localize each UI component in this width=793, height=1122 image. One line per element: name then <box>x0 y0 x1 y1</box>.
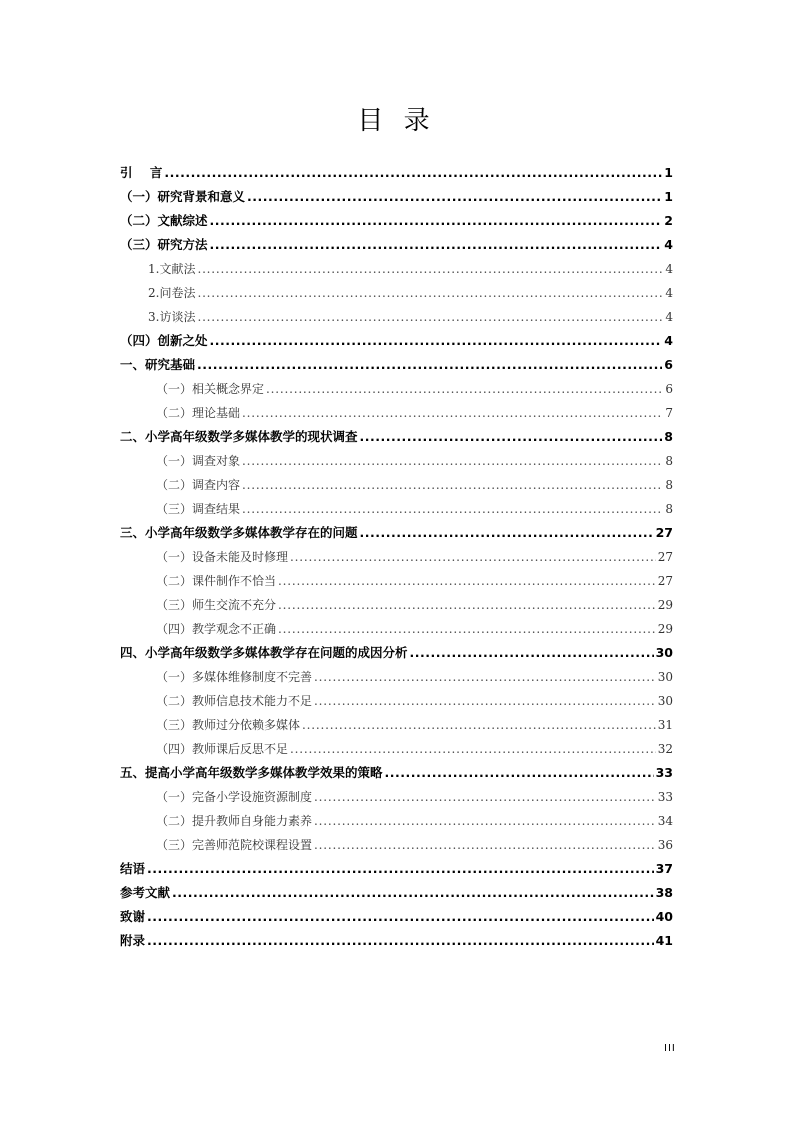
toc-leader <box>360 524 654 542</box>
page-number: III <box>664 1043 676 1054</box>
toc-entry-page: 1 <box>664 189 673 204</box>
toc-entry[interactable] <box>120 332 673 356</box>
toc-leader <box>314 692 656 710</box>
toc-entry-page: 27 <box>657 550 673 564</box>
toc-entry-page: 33 <box>657 790 673 804</box>
toc-leader <box>314 668 656 686</box>
toc-entry-page: 27 <box>655 525 673 540</box>
toc-entry[interactable] <box>120 692 673 716</box>
toc-entry[interactable] <box>120 548 673 572</box>
toc-entry[interactable] <box>120 260 673 284</box>
toc-entry[interactable] <box>120 908 673 932</box>
toc-entry[interactable] <box>120 404 673 428</box>
toc-entry-label: （二）理论基础 <box>156 406 241 420</box>
toc-leader <box>147 908 654 926</box>
toc-entry-label: （三）师生交流不充分 <box>156 598 277 612</box>
toc-leader <box>210 236 663 254</box>
toc-leader <box>278 596 656 614</box>
toc-leader <box>410 644 654 662</box>
toc-entry[interactable] <box>120 884 673 908</box>
toc-entry-label: 3.访谈法 <box>148 310 196 324</box>
toc-entry-page: 4 <box>665 286 673 300</box>
toc-entry-label: （一）研究背景和意义 <box>120 189 246 204</box>
toc-entry-label: （二）提升教师自身能力素养 <box>156 814 313 828</box>
toc-entry[interactable] <box>120 356 673 380</box>
toc-entry-page: 8 <box>665 478 673 492</box>
toc-entry-label: （二）调查内容 <box>156 478 241 492</box>
table-of-contents <box>120 164 673 956</box>
toc-entry-label: （四）教学观念不正确 <box>156 622 277 636</box>
toc-entry-label: （一）完备小学设施资源制度 <box>156 790 313 804</box>
toc-entry-label: 结语 <box>120 861 146 876</box>
toc-entry-page: 4 <box>665 262 673 276</box>
toc-leader <box>278 620 656 638</box>
toc-leader <box>147 860 654 878</box>
toc-leader <box>290 548 656 566</box>
toc-entry-page: 30 <box>655 645 673 660</box>
toc-entry-page: 29 <box>657 622 673 636</box>
toc-leader <box>242 452 663 470</box>
toc-entry-page: 37 <box>655 861 673 876</box>
toc-entry[interactable] <box>120 860 673 884</box>
toc-entry[interactable] <box>120 668 673 692</box>
toc-leader <box>197 260 663 278</box>
toc-entry[interactable] <box>120 500 673 524</box>
toc-entry-label: 二、小学高年级数学多媒体教学的现状调查 <box>120 429 358 444</box>
toc-entry[interactable] <box>120 716 673 740</box>
toc-entry[interactable] <box>120 452 673 476</box>
toc-entry[interactable] <box>120 284 673 308</box>
toc-leader <box>197 284 663 302</box>
toc-entry-page: 31 <box>657 718 673 732</box>
toc-entry[interactable] <box>120 236 673 260</box>
toc-entry[interactable] <box>120 164 673 188</box>
toc-leader <box>242 404 663 422</box>
toc-entry[interactable] <box>120 380 673 404</box>
toc-entry-page: 6 <box>665 382 673 396</box>
toc-entry[interactable] <box>120 788 673 812</box>
toc-leader <box>247 188 662 206</box>
toc-entry-label: （二）课件制作不恰当 <box>156 574 277 588</box>
toc-entry-page: 8 <box>665 502 673 516</box>
toc-leader <box>164 164 662 182</box>
toc-entry[interactable] <box>120 764 673 788</box>
toc-title: 目 录 <box>357 106 436 136</box>
toc-entry-page: 6 <box>664 357 673 372</box>
toc-entry-page: 4 <box>664 237 673 252</box>
toc-entry-label: 四、小学高年级数学多媒体教学存在问题的成因分析 <box>120 645 408 660</box>
toc-entry-page: 34 <box>657 814 673 828</box>
toc-entry-label: （三）教师过分依赖多媒体 <box>156 718 301 732</box>
toc-entry-label: （四）创新之处 <box>120 333 208 348</box>
toc-entry-page: 4 <box>664 333 673 348</box>
toc-entry[interactable] <box>120 836 673 860</box>
toc-entry-page: 4 <box>665 310 673 324</box>
toc-entry-label: 致谢 <box>120 909 146 924</box>
toc-leader <box>197 356 662 374</box>
toc-entry[interactable] <box>120 212 673 236</box>
toc-entry-label: （一）相关概念界定 <box>156 382 265 396</box>
toc-entry[interactable] <box>120 476 673 500</box>
toc-entry-label: 五、提高小学高年级数学多媒体教学效果的策略 <box>120 765 383 780</box>
toc-entry-page: 8 <box>665 454 673 468</box>
toc-entry[interactable] <box>120 932 673 956</box>
toc-entry-page: 2 <box>664 213 673 228</box>
toc-entry-page: 27 <box>657 574 673 588</box>
toc-entry[interactable] <box>120 308 673 332</box>
toc-entry[interactable] <box>120 572 673 596</box>
toc-entry[interactable] <box>120 188 673 212</box>
toc-entry-label: （二）文献综述 <box>120 213 208 228</box>
toc-entry-page: 38 <box>655 885 673 900</box>
toc-leader <box>385 764 654 782</box>
toc-entry-label: 1.文献法 <box>148 262 196 276</box>
toc-leader <box>290 740 656 758</box>
toc-entry-page: 40 <box>655 909 673 924</box>
toc-entry[interactable] <box>120 596 673 620</box>
toc-leader <box>314 788 656 806</box>
toc-leader <box>210 332 663 350</box>
toc-entry-label: 2.问卷法 <box>148 286 196 300</box>
toc-leader <box>242 500 663 518</box>
toc-leader <box>278 572 656 590</box>
toc-entry-label: （一）设备未能及时修理 <box>156 550 289 564</box>
toc-entry-page: 1 <box>664 165 673 180</box>
toc-leader <box>210 212 663 230</box>
toc-entry-page: 41 <box>655 933 673 948</box>
toc-entry-label: 三、小学高年级数学多媒体教学存在的问题 <box>120 525 358 540</box>
toc-leader <box>314 812 656 830</box>
toc-entry[interactable] <box>120 812 673 836</box>
toc-leader <box>314 836 656 854</box>
toc-entry-label: （四）教师课后反思不足 <box>156 742 289 756</box>
toc-entry[interactable] <box>120 524 673 548</box>
toc-entry-page: 32 <box>657 742 673 756</box>
toc-leader <box>147 932 654 950</box>
toc-entry-label: （一）多媒体维修制度不完善 <box>156 670 313 684</box>
toc-leader <box>302 716 656 734</box>
toc-entry-label: 参考文献 <box>120 885 171 900</box>
toc-entry[interactable] <box>120 620 673 644</box>
toc-entry-label: （一）调查对象 <box>156 454 241 468</box>
toc-entry-label: （三）研究方法 <box>120 237 208 252</box>
toc-entry-label: （二）教师信息技术能力不足 <box>156 694 313 708</box>
toc-entry-page: 30 <box>657 694 673 708</box>
toc-entry-page: 7 <box>665 406 673 420</box>
toc-leader <box>197 308 663 326</box>
toc-entry[interactable] <box>120 428 673 452</box>
toc-leader <box>172 884 654 902</box>
toc-entry-label: 引 言 <box>120 165 163 180</box>
toc-entry-page: 36 <box>657 838 673 852</box>
toc-entry-page: 8 <box>664 429 673 444</box>
toc-leader <box>266 380 663 398</box>
toc-leader <box>242 476 663 494</box>
toc-entry-page: 29 <box>657 598 673 612</box>
toc-entry-label: 附录 <box>120 933 146 948</box>
toc-entry-page: 33 <box>655 765 673 780</box>
toc-entry-page: 30 <box>657 670 673 684</box>
toc-entry-label: 一、研究基础 <box>120 357 196 372</box>
toc-entry-label: （三）调查结果 <box>156 502 241 516</box>
toc-entry-label: （三）完善师范院校课程设置 <box>156 838 313 852</box>
toc-entry[interactable] <box>120 740 673 764</box>
toc-entry[interactable] <box>120 644 673 668</box>
toc-leader <box>360 428 663 446</box>
